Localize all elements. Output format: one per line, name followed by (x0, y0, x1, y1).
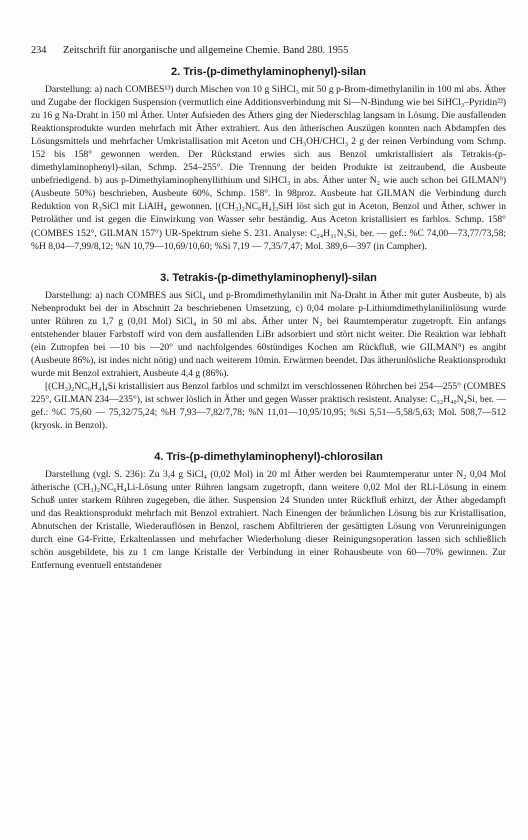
paragraph-chlorosilan-darstellung: Darstellung (vgl. S. 236): Zu 3,4 g SiCl₄ (0,02 Mol) in 20 ml Äther werden bei Raumtemperatur unter N₂ 0,04 Mol ätherische (CH₃)₂NC₆H₄Li-Lösung unter Rühren langsam zugetropft, dann weitere 0,02 Mol der RLi-Lösung in einem Schuß unter starkem Rühren zugegeben, die äther. Suspension 24 Stunden unter Rückfluß erhitzt, der Äther abgedampft und das Reaktionsprodukt mehrfach mit Benzol extrahiert. Nach Einengen der bräunlichen Lösung bis zur Kristallisation, Abnutschen der Kristalle, Wiederauflösen in Benzol, raschem Abfiltrieren der gesättigten Lösung von Verunreinigungen durch eine G4-Fritte, Erkaltenlassen und mehrfacher Wiederholung dieser Reinigungsoperation lassen sich schließlich schön ausgebildete, bis zu 1 cm lange Kristalle der Verbindung in einer Rohausbeute von 60—70% gewinnen. Zur Entfernung eventuell entstandener (31, 469, 506, 572)
running-header (31, 44, 506, 57)
paragraph-tetrakis-darstellung: Darstellung: a) nach COMBES aus SiCl₄ und p-Bromdimethylanilin mit Na-Draht in Äther mit guter Ausbeute, b) als Nebenprodukt bei der in Abschnitt 2a beschriebenen Umsetzung, c) 0,04 molare p-Lithiumdimethylanilinlösung wurde unter Rühren zu 1,7 g (0,01 Mol) SiCl₄ in 50 ml abs. Äther unter N₂ bei Raumtemperatur zugetropft. Ein anfangs entstehender blauer Farbstoff wird von dem ausfallenden LiBr adsorbiert und stört nicht weiter. Die Reaktion war lebhaft (ein Zutropfen bei —10 bis —20° und nachfolgendes 60stündiges Kochen am Rückfluß, wie GILMAN⁹) es angibt (Ausbeute 86%), ist indes nicht nötig) und nach weiterem 10min. Erwärmen beendet. Das ätherunlösliche Reaktionsprodukt wurde mit Benzol extrahiert, Ausbeute 4,4 g (86%). (31, 289, 506, 379)
section-heading-tris-silan: 2. Tris-(p-dimethylaminophenyl)-silan (171, 66, 366, 78)
section-heading-tetrakis-silan: 3. Tetrakis-(p-dimethylaminophenyl)-silan (160, 271, 377, 284)
paragraph-tris-silan-darstellung: Darstellung: a) nach COMBES¹³) durch Mischen von 10 g SiHCl₃ mit 50 g p-Brom-dimethylanilin in 100 ml abs. Äther und Zugabe der flockigen Suspension (vermutlich eine Additionsverbindung mit Si—N-Bindung wie bei SiHCl₃–Pyridin²²) zu 16 g Na-Draht in 150 ml Äther. Unter Aufsieden des Äthers ging der Niederschlag langsam in Lösung. Die ausfallenden Reaktionsprodukte wurden mehrfach mit Äther extrahiert. Aus den ätherischen Auszügen konnten nach Abdampfen des Lösungsmittels und mehrfacher Umkristallisation mit Aceton und CH₃OH/CHCl₃ 2 g der reinen Verbindung vom Schmp. 152 bis 158° gewonnen werden. Der Rückstand erwies sich aus Benzol umkristallisiert als Tetrakis-(p-dimethylaminophenyl)-silan, Schmp. 254–255°. Die Trennung der beiden Produkte ist zeitraubend, die Ausbeute unbefriedigend. b) aus p-Dimethylaminophenyllithium und SiHCl₃ in abs. Äther unter N₂ wie auch schon bei GILMAN⁹) (Ausbeute 50%) beschrieben, Ausbeute 60%, Schmp. 158°. In 98proz. Ausbeute hat GILMAN die Verbindung durch Reduktion von R₃SiCl mit LiAlH₄ gewonnen. [(CH₃)₂NC₆H₄]₃SiH löst sich gut in Aceton, Benzol und Äther, schwer in Petroläther und ist gegen die Einwirkung von Wasser sehr beständig. Aus Aceton kristallisiert es farblos. Schmp. 158° (COMBES 152°, GILMAN 157°) UR-Spektrum siehe S. 231. Analyse: C₂₄H₃₁N₃Si, ber. — gef.: %C 74,00—73,77/73,58; %H 8,04—7,99/8,12; %N 10,79—10,69/10,60; %Si 7,19 — 7,35/7,47; Mol. 389,6—397 (in Campher). (31, 84, 506, 252)
section-heading-tris-chlorosilan: 4. Tris-(p-dimethylaminophenyl)-chlorosilan (154, 451, 383, 464)
running-title: Zeitschrift für anorganische und allgemeine Chemie. Band 280. 1955 (63, 45, 349, 56)
paragraph-tetrakis-properties: [(CH₃)₂NC₆H₄]₄Si kristallisiert aus Benzol farblos und schmilzt im verschlossenen Röhrchen bei 254—255° (COMBES 225°, GILMAN 234—235°), ist schwer löslich in Äther und gegen Wasser praktisch resistent. Analyse: C₃₂H₄₀N₄Si, ber. — gef.: %C 75,60 — 75,32/75,24; %H 7,93—7,82/7,78; %N 11,01—10,95/10,95; %Si 5,51—5,58/5,63; Mol. 508,7—512 (kryosk. in Benzol). (31, 380, 506, 432)
page-number: 234 (31, 45, 47, 56)
